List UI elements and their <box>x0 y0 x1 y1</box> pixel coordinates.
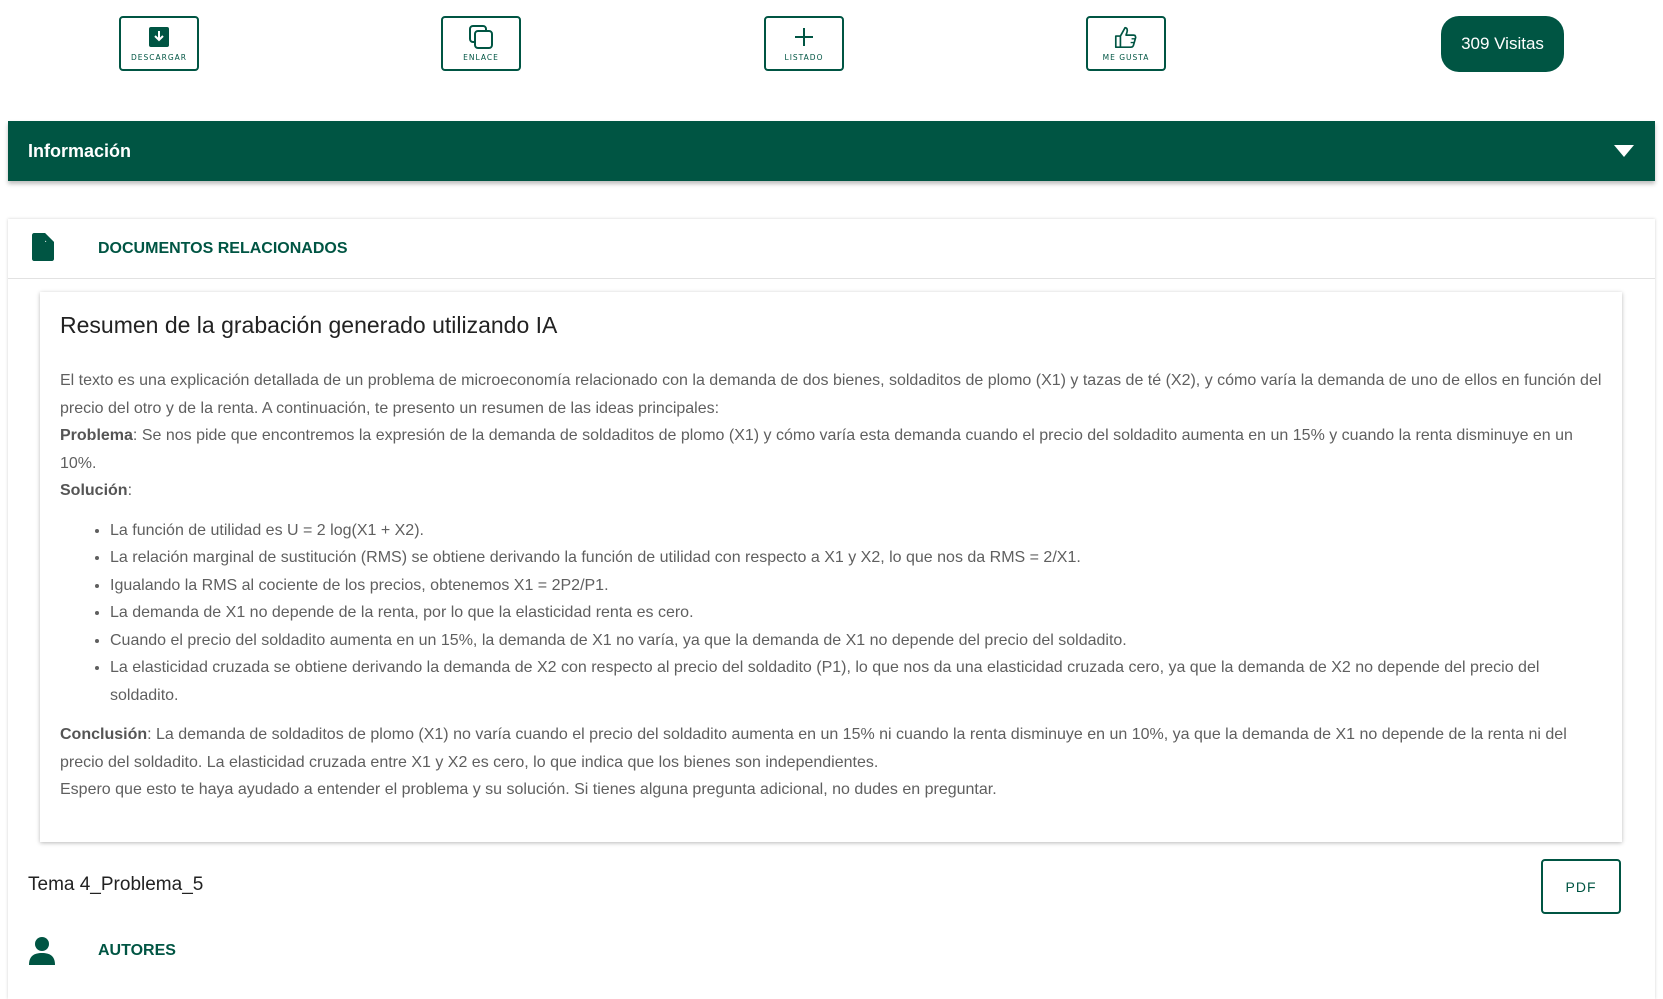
conclusion-label: Conclusión <box>60 726 148 743</box>
list-item: • Cuando el precio del soldadito aumenta en un 15%, la demanda de X1 no varía, ya que la demanda de X1 no depende del precio del soldadito. <box>110 627 1602 655</box>
solution-label: Solución <box>60 482 128 499</box>
like-label: ME GUSTA <box>1102 53 1150 62</box>
summary-closing: Espero que esto te haya ayudado a entender el problema y su solución. Si tienes alguna pregunta adicional, no dudes en preguntar. <box>60 781 997 798</box>
top-actions-bar <box>0 0 1663 100</box>
related-documents-title: DOCUMENTOS RELACIONADOS <box>98 239 348 257</box>
copy-link-button[interactable] <box>441 16 521 71</box>
add-to-list-button[interactable] <box>764 16 844 71</box>
related-documents-card <box>8 219 1655 999</box>
summary-title: Resumen de la grabación generado utilizando IA <box>60 312 558 338</box>
list-item: • La elasticidad cruzada se obtiene derivando la demanda de X2 con respecto al precio del soldadito (P1), lo que nos da una elasticidad cruzada cero, ya que la demanda de X2 no depende del precio del soldadito. <box>110 654 1602 709</box>
list-item: • Igualando la RMS al cociente de los precios, obtenemos X1 = 2P2/P1. <box>110 572 1602 600</box>
solution-suffix: : <box>127 482 133 499</box>
list-item: • La relación marginal de sustitución (RMS) se obtiene derivando la función de utilidad con respecto a X1 y X2, lo que nos da RMS = 2/X1. <box>110 544 1602 572</box>
thumbs-up-icon <box>1113 24 1139 50</box>
info-title: Información <box>28 140 132 161</box>
document-icon <box>32 233 54 261</box>
problem-text: : Se nos pide que encontremos la expresión de la demanda de soldaditos de plomo (X1) y cómo varía esta demanda cuando el precio del soldadito aumenta en un 15% y cuando la renta disminuye en un 10%. <box>60 427 1573 472</box>
summary-conclusion <box>60 721 1602 776</box>
solution-list <box>60 517 1602 710</box>
chevron-down-icon <box>1613 144 1635 158</box>
summary-solution <box>60 477 1602 505</box>
summary-intro: El texto es una explicación detallada de un problema de microeconomía relacionado con la demanda de dos bienes, soldaditos de plomo (X1) y tazas de té (X2), y cómo varía la demanda de uno de ellos en función del precio del otro y de la renta. A continuación, te presento un resumen de las ideas principales: <box>60 372 1602 417</box>
list-item: • La demanda de X1 no depende de la renta, por lo que la elasticidad renta es cero. <box>110 599 1602 627</box>
copy-icon <box>468 24 494 50</box>
like-button[interactable] <box>1086 16 1166 71</box>
visits-badge: 309 Visitas <box>1441 16 1564 72</box>
list-item: • La función de utilidad es U = 2 log(X1 + X2). <box>110 517 1602 545</box>
list-label: LISTADO <box>784 53 824 62</box>
link-label: ENLACE <box>463 53 499 62</box>
download-label: DESCARGAR <box>130 53 187 62</box>
person-icon <box>28 936 56 966</box>
ai-summary-panel <box>40 292 1622 842</box>
conclusion-text: : La demanda de soldaditos de plomo (X1) no varía cuando el precio del soldadito aumenta en un 15% ni cuando la renta disminuye en un 10%, ya que la demanda de X1 no depende de la renta ni del precio del soldadito. La elasticidad cruzada entre X1 y X2 es cero, lo que indica que los bienes son independientes. <box>60 726 1567 771</box>
authors-title: AUTORES <box>98 942 176 959</box>
download-icon <box>146 24 172 50</box>
document-name: Tema 4_Problema_5 <box>28 874 204 895</box>
info-accordion-header[interactable] <box>8 121 1655 181</box>
problem-label: Problema <box>60 427 133 444</box>
related-documents-header <box>8 219 1655 279</box>
plus-icon <box>791 24 817 50</box>
download-button[interactable] <box>119 16 199 71</box>
summary-problem <box>60 422 1602 477</box>
pdf-button[interactable]: PDF <box>1541 859 1621 914</box>
